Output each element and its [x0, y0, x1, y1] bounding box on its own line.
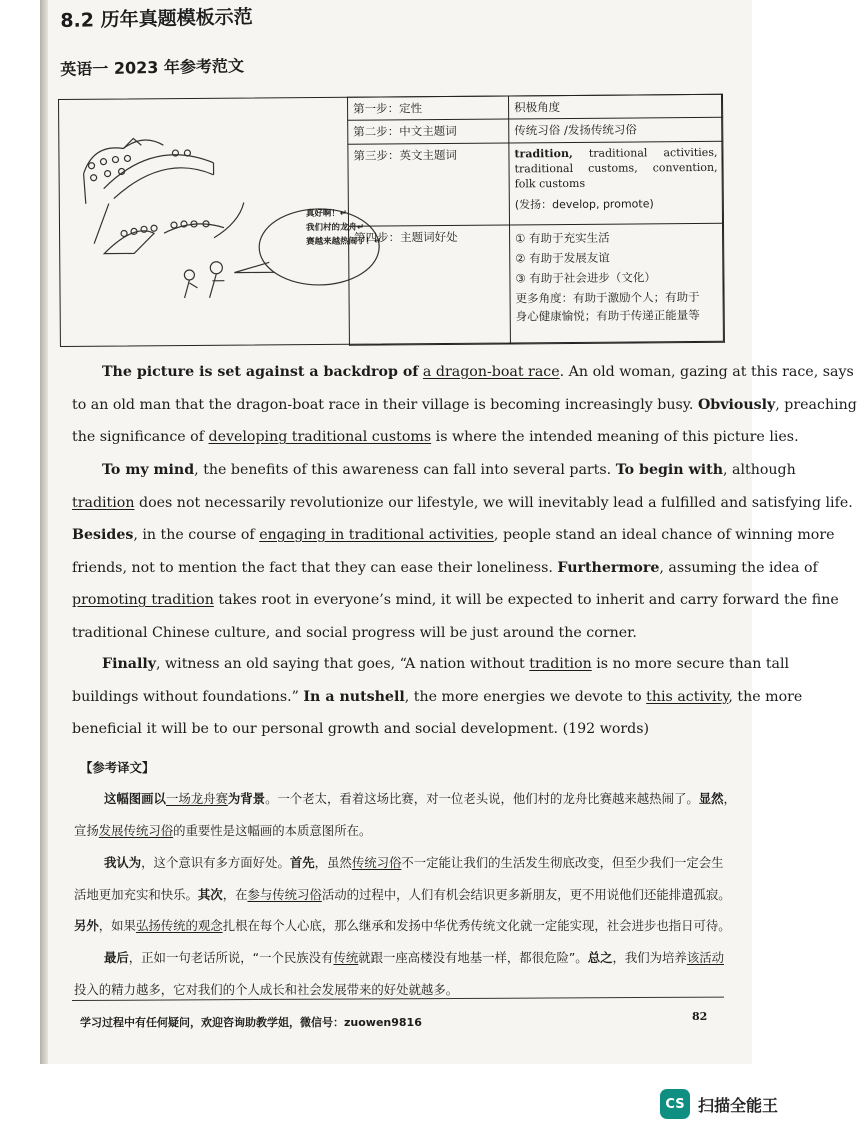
step-label: 第三步：英文主题词 [348, 143, 510, 226]
essay-paragraph-1: The picture is set against a backdrop of a dragon-boat race. An old woman, gazing at this race, says to an old man that the dragon-boat race in their village is becoming increasingly busy. Obviously, preaching the significance of developing traditional customs is where the intended meaning of this picture lies. [72, 364, 857, 446]
step-value: 传统习俗 /发扬传统习俗 [509, 117, 723, 143]
more-angles: 更多角度：有助于激励个人；有助于 [515, 289, 700, 306]
cartoon-illustration [63, 102, 345, 340]
step-label: 第二步：中文主题词 [348, 119, 509, 144]
page-spine-shadow [40, 0, 48, 1064]
step-label: 第四步：主题词好处 [349, 225, 511, 345]
bubble-line: 赛越来越热闹了！↵ [306, 236, 382, 248]
more-angles: 身心健康愉悦；有助于传递正能量等 [515, 307, 700, 324]
section-title: 8.2 历年真题模板示范 [60, 5, 253, 32]
bubble-line: 我们村的龙舟↵ [305, 222, 365, 234]
bubble-line: 真好啊！↵ [305, 208, 348, 220]
benefit-item: ① 有助于充实生活 [515, 230, 610, 246]
subtitle: 英语一 2023 年参考范文 [60, 56, 245, 79]
steps-table [347, 94, 725, 346]
step-value: 积极角度 [508, 94, 722, 119]
essay-paragraph-2: To my mind, the benefits of this awareness can fall into several parts. To begin with, although tradition does not necessarily revolutionize our lifestyle, we will inevitably lead a fulfilled and satisfying life. Besides, in the course of engaging in traditional activities, people stand an ideal chance of winning more friends, not to mention the fact that they can ease their loneliness. Furthermore, assuming the idea of promoting tradition takes root in everyone’s mind, it will be expected to inherit and carry forward the fine traditional Chinese culture, and social progress will be just around the corner. [72, 462, 853, 641]
benefit-item: ② 有助于发展友谊 [515, 250, 610, 266]
scanner-watermark [660, 1088, 778, 1120]
step-label: 第一步：定性 [347, 96, 508, 120]
watermark-text: 扫描全能王 [698, 1095, 779, 1115]
page-number: 82 [692, 1010, 708, 1023]
essay-paragraph-3: Finally, witness an old saying that goes, “A nation without tradition is no more secure than tall buildings without foundations.” In a nutshell, the more energies we devote to this activity, the more beneficial it will be to our personal growth and social development. (192 words) [72, 656, 803, 738]
translation-paragraph-2: 我认为，这个意识有多方面好处。首先，虽然传统习俗不一定能让我们的生活发生彻底改变，但至少我们一定会生 活地更加充实和快乐。其次，在参与传统习俗活动的过程中，人们有机会结识更多新朋友，更不用说他们还能排遣孤寂。 另外，如果弘扬传统的观念扎根在每个人心底，那么继承和发扬中华优秀传统文化就一定能实现，社会进步也指日可待。 [74, 855, 731, 933]
translation-paragraph-3: 最后，正如一句老话所说，“一个民族没有传统就跟一座高楼没有地基一样，都很危险”。总之，我们为培养该活动 投入的精力越多，它对我们的个人成长和社会发展带来的好处就越多。 [74, 950, 724, 997]
translation-heading: 【参考译文】 [80, 760, 155, 775]
camscanner-logo-icon: CS [660, 1089, 690, 1119]
translation-paragraph-1: 这幅图画以一场龙舟赛为背景。一个老太，看着这场比赛，对一位老头说，他们村的龙舟比赛越来越热闹了。显然， 宣扬发展传统习俗的重要性是这幅画的本质意图所在。 [74, 791, 736, 838]
step-note: (发扬：develop, promote) [514, 197, 654, 212]
step-value [510, 223, 725, 344]
footer-contact: 学习过程中有任何疑问，欢迎咨询助教学姐，微信号：zuowen9816 [80, 1016, 422, 1029]
figure-box [58, 94, 724, 347]
step-value: tradition, traditional activities, traditional customs, convention, folk customs (发扬：develop, promote) [509, 141, 724, 225]
benefit-item: ③ 有助于社会进步（文化） [515, 270, 656, 286]
